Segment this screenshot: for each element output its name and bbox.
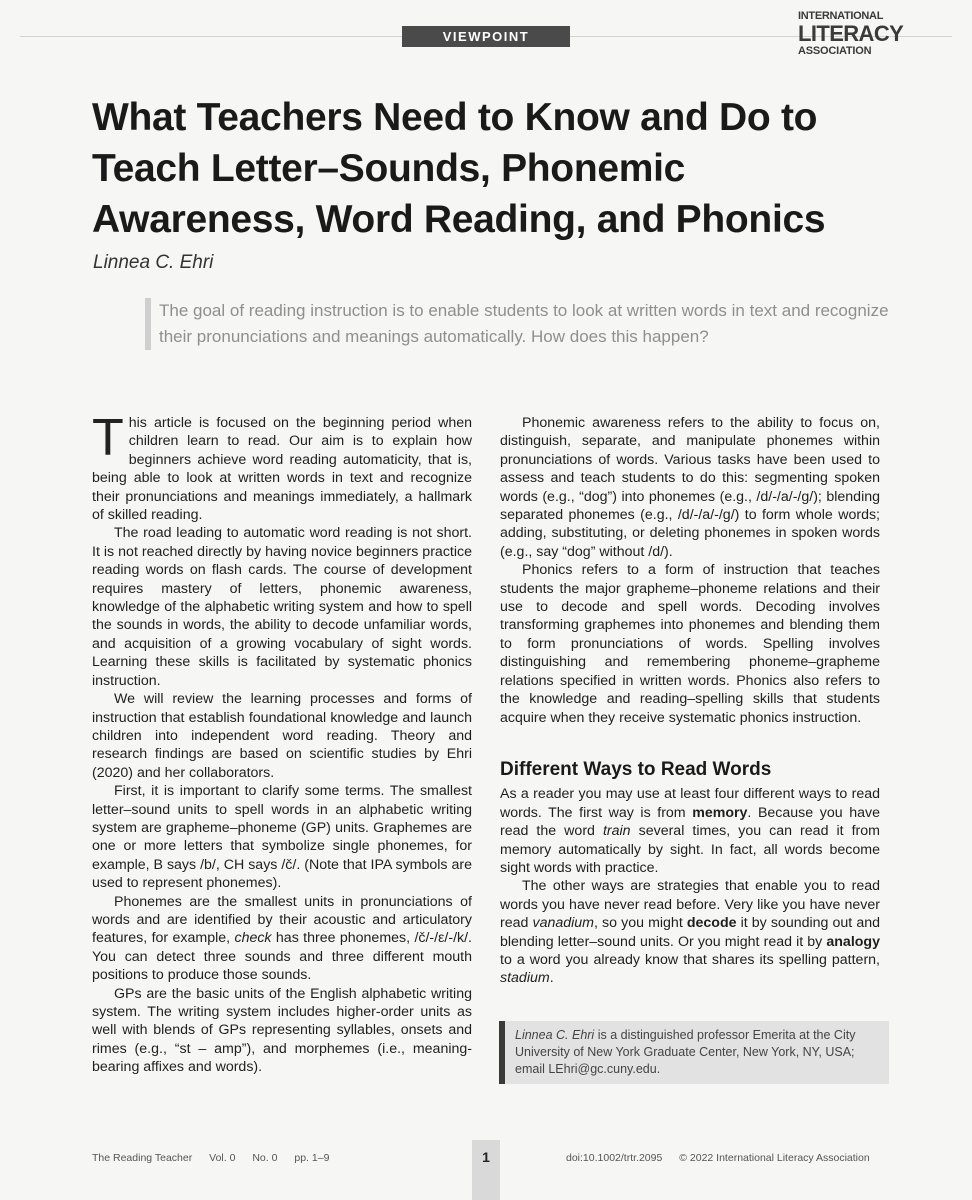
paragraph: We will review the learning processes and forms of instruction that establish foundational knowledge and launch children into independent word reading. Theory and research findings are based on scientific studies by Ehri (2020) and her collaborators.	[92, 691, 472, 781]
article-author: Linnea C. Ehri	[93, 252, 214, 273]
logo-line-2: LITERACY	[798, 21, 904, 46]
paragraph: The other ways are strategies that enable you to read words you have never read before. Very like you have never read vanadium, so you might decode it by sounding out and blending letter–sound units. Or you might read it by analogy to a word you already know that shares its spelling pattern, stadium.	[500, 878, 880, 987]
footer-journal-info	[92, 1152, 343, 1164]
page-number: 1	[472, 1140, 500, 1200]
footer-doi-copyright	[566, 1152, 884, 1164]
journal-name: The Reading Teacher	[92, 1152, 193, 1164]
section-banner: VIEWPOINT	[402, 26, 570, 47]
author-bio: Linnea C. Ehri is a distinguished professor Emerita at the City University of New York Graduate Center, New York, NY, USA; email LEhri@gc.cuny.edu.	[499, 1021, 889, 1084]
paragraph: As a reader you may use at least four different ways to read words. The first way is from memory. Because you have read the word train several times, you can read it from memory automatically by sight. In fact, all words become sight words with practice.	[500, 786, 880, 876]
volume: Vol. 0	[209, 1152, 236, 1164]
article-title: What Teachers Need to Know and Do to Teach Letter–Sounds, Phonemic Awareness, Word Reading, and Phonics	[92, 96, 826, 241]
paragraph: Phonemes are the smallest units in pronunciations of words and are identified by their acoustic and articulatory features, for example, check has three phonemes, /č/-/ε/-/k/. You can detect three sounds and three different mouth positions to produce those sounds.	[92, 893, 473, 984]
logo-line-3: ASSOCIATION	[798, 45, 872, 57]
doi: doi:10.1002/trtr.2095	[566, 1152, 663, 1164]
page-range: pp. 1–9	[294, 1152, 330, 1164]
issue-number: No. 0	[252, 1152, 278, 1164]
paragraph: Phonemic awareness refers to the ability to focus on, distinguish, separate, and manipulate phonemes within pronunciations of words. Various tasks have been used to assess and teach students to do this: segmenting spoken words (e.g., “dog”) into phonemes (e.g., /d/-/a/-/g/); blending separated phonemes (e.g., /d/-/a/-/g/) to form whole words; adding, substituting, or deleting phonemes in spoken words (e.g., say “dog” without /d/).	[500, 415, 880, 560]
section-heading: Different Ways to Read Words	[500, 758, 772, 780]
logo-line-1: INTERNATIONAL	[798, 10, 884, 22]
drop-cap: T	[92, 409, 124, 467]
copyright: © 2022 International Literacy Association	[679, 1152, 870, 1164]
paragraph: Phonics refers to a form of instruction that teaches students the major grapheme–phoneme relations and their use to decode and spell words. Decoding involves transforming graphemes into phonemes and blending them to form pronunciations of words. Spelling involves distinguishing and remembering phoneme–grapheme relations specified in written words. Phonics also refers to the knowledge and reading–spelling skills that students acquire when they receive systematic phonics instruction.	[500, 562, 880, 726]
paragraph: The road leading to automatic word reading is not short. It is not reached directly by having novice beginners practice reading words on flash cards. The course of development requires mastery of letters, phonemic awareness, knowledge of the alphabetic writing system and how to spell the sounds in words, the ability to decode unfamiliar words, and acquisition of a growing vocabulary of sight words. Learning these skills is facilitated by systematic phonics instruction.	[92, 525, 472, 689]
ila-logo	[798, 10, 904, 57]
paragraph: GPs are the basic units of the English alphabetic writing system. The writing system includes higher-order units as well with blends of GPs representing syllables, onsets and rimes (e.g., “st – amp”), and morphemes (i.e., meaning-bearing affixes and words).	[92, 985, 472, 1076]
paragraph: This article is focused on the beginning period when children learn to read. Our aim is to explain how beginners achieve word reading automaticity, that is, being able to look at written words in text and recognize their pronunciations and meanings immediately, a hallmark of skilled reading.	[92, 409, 472, 524]
left-column	[92, 409, 473, 1077]
right-column	[500, 414, 880, 988]
pull-quote: The goal of reading instruction is to enable students to look at written words in text and recognize their pronunciations and meanings automatically. How does this happen?	[145, 298, 899, 350]
paragraph: First, it is important to clarify some terms. The smallest letter–sound units to spell words in an alphabetic writing system are grapheme–phoneme (GP) units. Graphemes are one or more letters that symbolize single phonemes, for example, B says /b/, CH says /č/. (Note that IPA symbols are used to represent phonemes).	[92, 783, 472, 892]
